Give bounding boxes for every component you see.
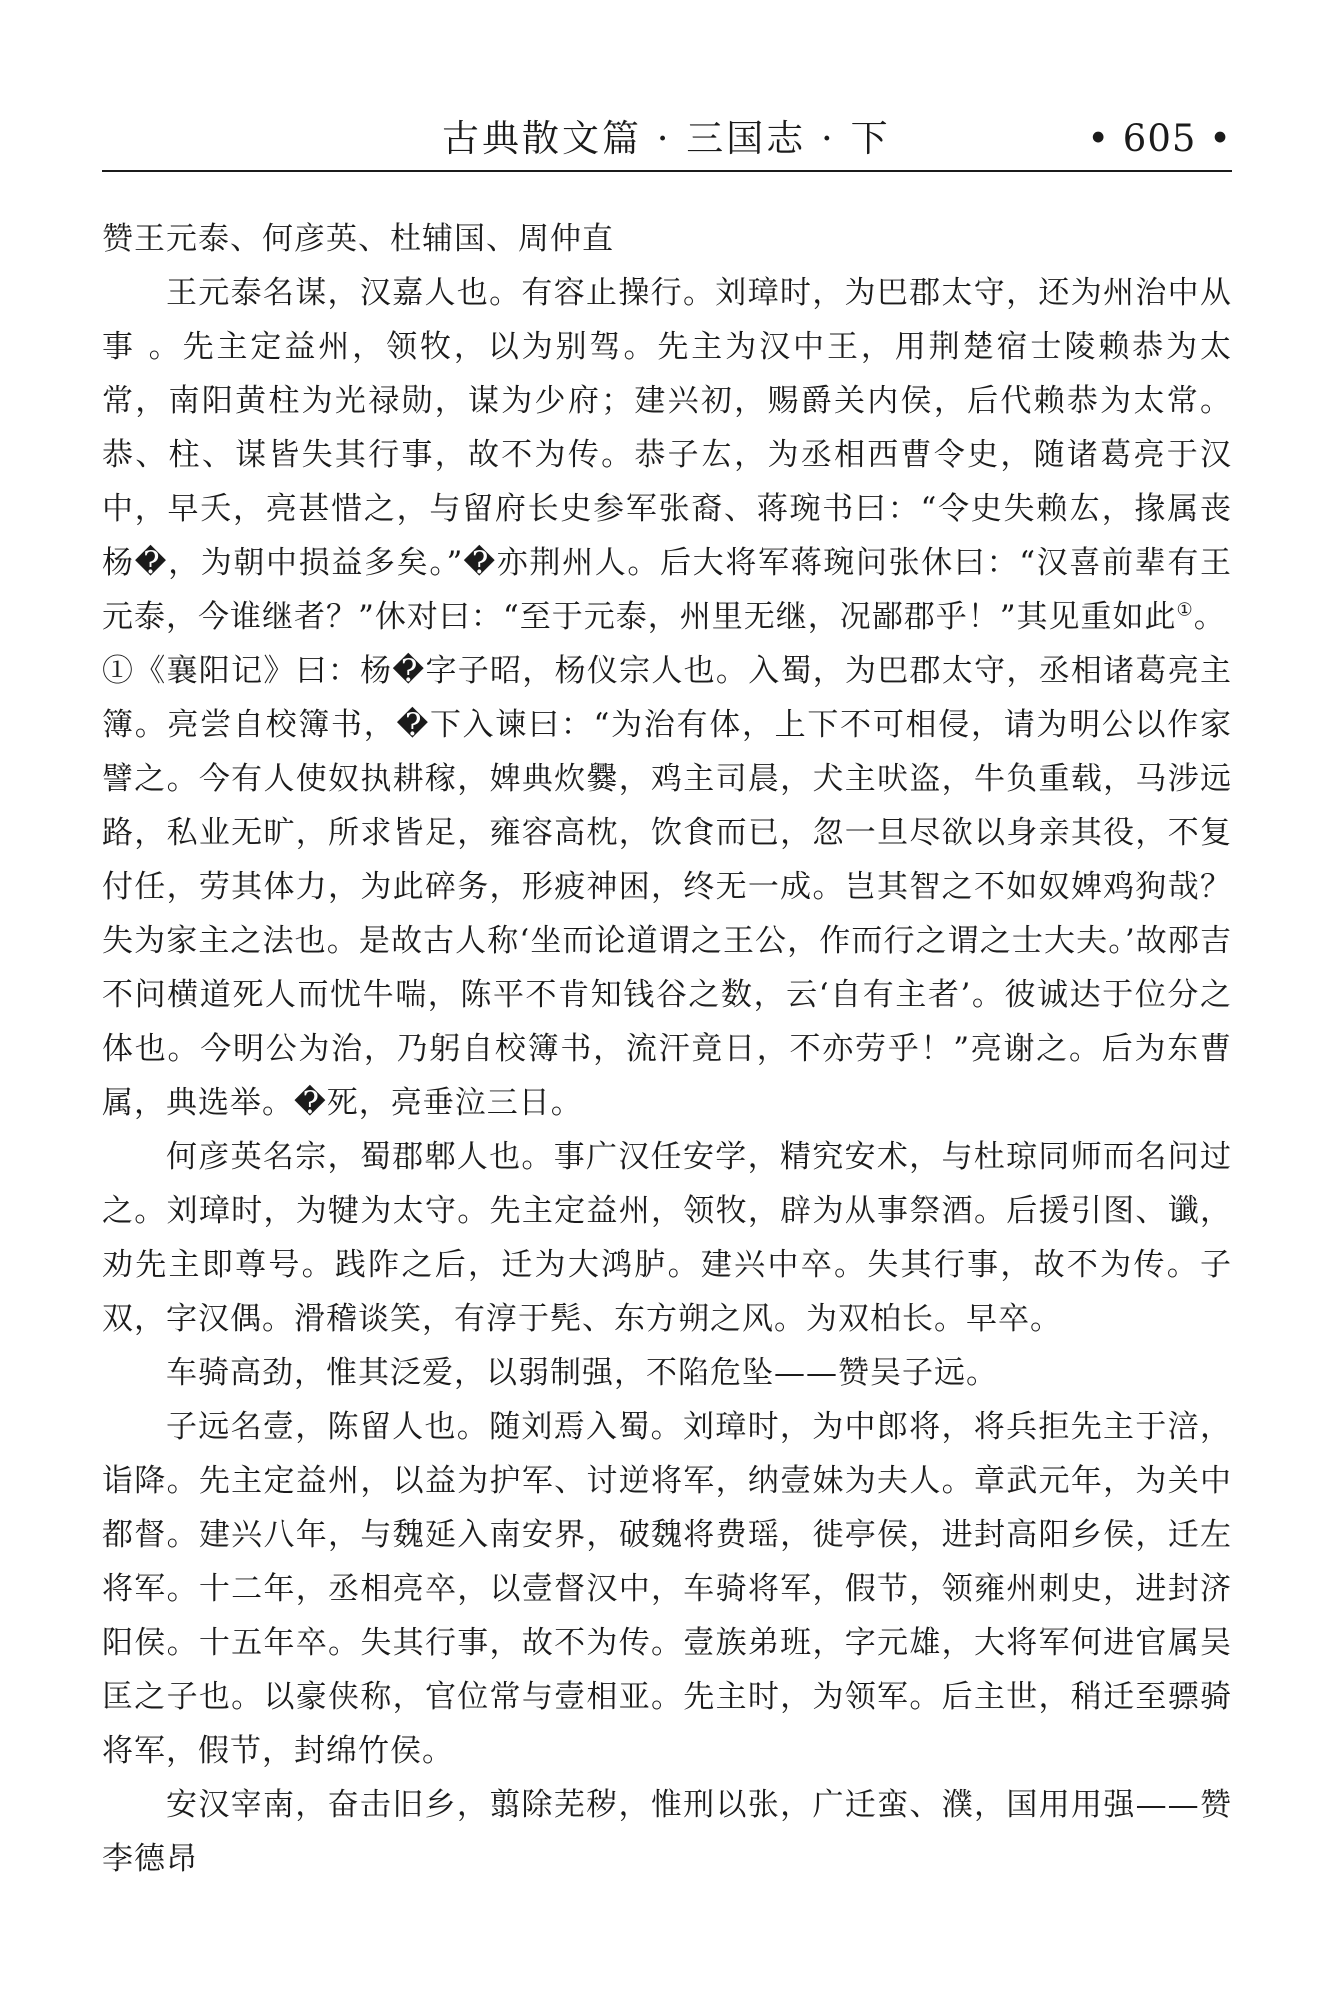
running-title: 古典散文篇 · 三国志 · 下	[442, 117, 891, 160]
header-rule	[102, 170, 1232, 172]
paragraph-wu-ziyuan: 子远名壹，陈留人也。随刘焉入蜀。刘璋时，为中郎将，将兵拒先主于涪，诣降。先主定益州，以益为护军、讨逆将军，纳壹妹为夫人。章武元年，为关中都督。建兴八年，与魏延入南安界，破魏将费瑶，徙亭侯，进封高阳乡侯，迁左将军。十二年，丞相亮卒，以壹督汉中，车骑将军，假节，领雍州刺史，进封济阳侯。十五年卒。失其行事，故不为传。壹族弟班，字元雄，大将军何进官属吴匡之子也。以豪侠称，官位常与壹相亚。先主时，为领军。后主世，稍迁至骠骑将军，假节，封绵竹侯。	[102, 1409, 1232, 1769]
annotation-xiangyang-ji: ①《襄阳记》曰：杨�字子昭，杨仪宗人也。入蜀，为巴郡太守，丞相诸葛亮主簿。亮尝自校簿书，�下入谏曰：“为治有体，上下不可相侵，请为明公以作家譬之。今有人使奴执耕稼，婢典炊爨，鸡主司晨，犬主吠盗，牛负重载，马涉远路，私业无旷，所求皆足，雍容高枕，饮食而已，忽一旦尽欲以身亲其役，不复付任，劳其体力，为此碎务，形疲神困，终无一成。岂其智之不如奴婢鸡狗哉？失为家主之法也。是故古人称‘坐而论道谓之王公，作而行之谓之士大夫。’故邴吉不问横道死人而忧牛喘，陈平不肯知钱谷之数，云‘自有主者’。彼诚达于位分之体也。今明公为治，乃躬自校簿书，流汗竟日，不亦劳乎！”亮谢之。后为东曹属，典选举。�死，亮垂泣三日。	[102, 653, 1232, 1121]
eulogy-li-deang: 安汉宰南，奋击旧乡，翦除芜秽，惟刑以张，广迁蛮、濮，国用用强——赞李德昂	[102, 1787, 1232, 1877]
paragraph-wang-yuantai: 王元泰名谋，汉嘉人也。有容止操行。刘璋时，为巴郡太守，还为州治中从事 。先主定益州，领牧，以为别驾。先主为汉中王，用荆楚宿士陵赖恭为太常，南阳黄柱为光禄勋，谋为少府；建兴初，赐爵关内侯，后代赖恭为太常。恭、柱、谋皆失其行事，故不为传。恭子厷，为丞相西曹令史，随诸葛亮于汉中，早夭，亮甚惜之，与留府长史参军张裔、蒋琬书曰：“令史失赖厷，掾属丧杨�，为朝中损益多矣。”�亦荆州人。后大将军蒋琬问张休曰：“汉喜前辈有王元泰，今谁继者？”休对曰：“至于元泰，州里无继，况鄙郡乎！”其见重如此①。	[102, 275, 1232, 635]
paragraph-he-yanying: 何彦英名宗，蜀郡郫人也。事广汉任安学，精究安术，与杜琼同师而名问过之。刘璋时，为犍为太守。先主定益州，领牧，辟为从事祭酒。后援引图、谶，劝先主即尊号。践阼之后，迁为大鸿胪。建兴中卒。失其行事，故不为传。子双，字汉偶。滑稽谈笑，有淳于髡、东方朔之风。为双柏长。早卒。	[102, 1139, 1232, 1337]
paragraph-text: 王元泰名谋，汉嘉人也。有容止操行。刘璋时，为巴郡太守，还为州治中从事 。先主定益州，领牧，以为别驾。先主为汉中王，用荆楚宿士陵赖恭为太常，南阳黄柱为光禄勋，谋为少府；建兴初，赐爵关内侯，后代赖恭为太常。恭、柱、谋皆失其行事，故不为传。恭子厷，为丞相西曹令史，随诸葛亮于汉中，早夭，亮甚惜之，与留府长史参军张裔、蒋琬书曰：“令史失赖厷，掾属丧杨�，为朝中损益多矣。”�亦荆州人。后大将军蒋琬问张休曰：“汉喜前辈有王元泰，今谁继者？”休对曰：“至于元泰，州里无继，况鄙郡乎！”其见重如此	[102, 275, 1232, 635]
section-heading: 赞王元泰、何彦英、杜辅国、周仲直	[102, 221, 614, 257]
page-body	[102, 212, 1232, 1886]
eulogy-wu-ziyuan: 车骑高劲，惟其泛爱，以弱制强，不陷危坠——赞吴子远。	[166, 1355, 998, 1391]
running-header	[102, 108, 1232, 170]
footnote-marker: ①	[1176, 599, 1194, 621]
page-number: • 605 •	[1087, 117, 1232, 160]
